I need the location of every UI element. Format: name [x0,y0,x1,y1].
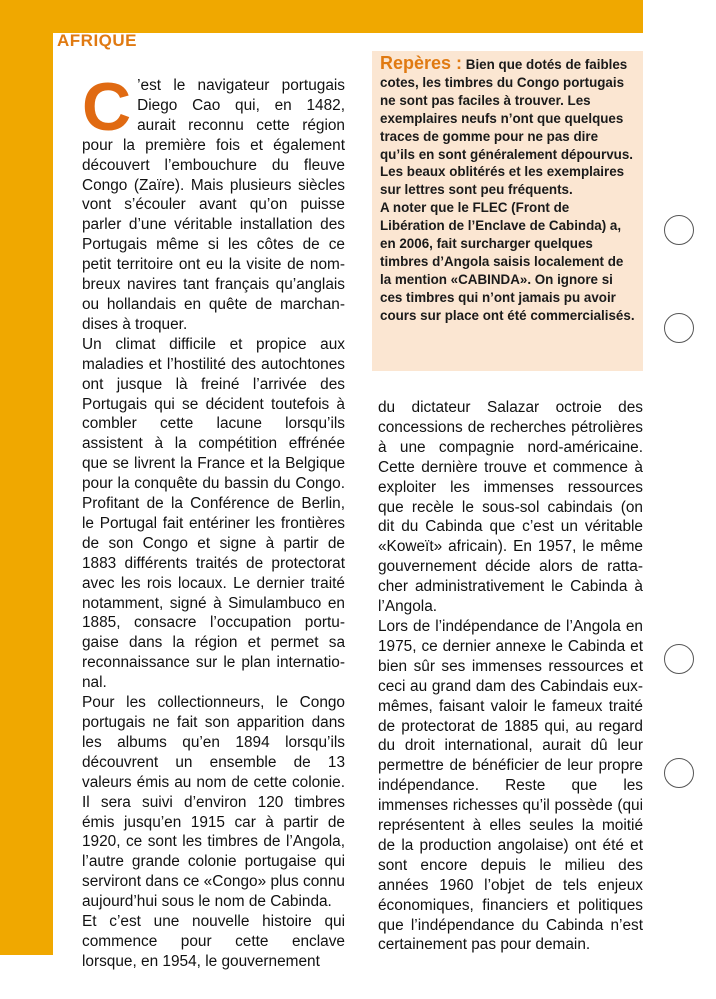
article-paragraph-1-text: ’est le navigateur portugais Diego Cao qui, en 1482, aurait reconnu cette région pour la première fois et également découvert l’embouchure du fleuve Congo (Zaïre). Mais plusieurs siècles vont s’écouler avant qu’on puisse parler d’une véritable installation des Portugais même si les côtes de ce petit territoire ont eu la visite de nombreux navires tant français qu’anglais ou hollandais en quête de marchandises à troquer. [82,77,345,333]
article-paragraph-3: Pour les collectionneurs, le Congo portugais ne fait son apparition dans les albums qu’en 1894 lorsqu’ils découvrent un ensemble de 13 valeurs émis au nom de cette colonie. Il sera suivi d’environ 120 timbres émis jusqu’en 1915 car à partir de 1920, ce sont les timbres de l’Angola, l’autre grande colonie portugaise qui serviront dans ce «Congo» plus connu aujourd’hui sous le nom de Cabinda. [82,694,345,911]
reperes-intro-text: Bien que dotés de faibles cotes, les timbres du Congo portugais ne sont pas faciles à trouver. Les exemplaires neufs n’ont que quelques traces de gomme pour ne pas dire qu’ils en sont généralement dépourvus. Les beaux oblitérés et les exemplaires sur lettres sont peu fréquents. [380,57,633,198]
section-label: AFRIQUE [57,31,137,50]
reperes-box [372,51,643,371]
binder-hole [664,215,694,245]
article-paragraph-4-start: Et c’est une nouvelle histoire qui commence pour cette enclave lorsque, en 1954, le gouvernement [82,913,345,970]
binder-hole [664,644,694,674]
article-paragraph-1 [82,69,345,335]
article-paragraph-5: Lors de l’indépendance de l’Angola en 1975, ce dernier annexe le Cabinda et bien sûr ses immenses ressources et ceci au grand dam des Cabindais eux-mêmes, faisant valoir le fameux traité de protectorat de 1885 qui, au regard du droit international, aurait dû leur permettre de bénéficier de leur propre indépendance. Reste que les immenses richesses qu’il possède (qui représentent à elles seules la moitié de la production angolaise) ont été et sont encore depuis le milieu des années 1960 l’objet de tels enjeux économiques, financiers et politiques que l’indépendance du Cabinda n’est certainement pas pour demain. [378,617,643,954]
binder-margin [643,0,716,999]
reperes-title: Repères : [380,53,463,73]
drop-cap: C [82,69,132,145]
reperes-intro [380,55,635,199]
article-paragraph-4-end: du dictateur Salazar octroie des concessions de recherches pétrolières à une compagnie nord-américaine. Cette dernière trouve et commence à exploiter les immenses ressources que recèle le sous-sol cabindais (on dit du Cabinda que c’est un véritable «Koweït» africain). En 1957, le même gouvernement décide alors de rattacher administrativement le Cabinda à l’Angola. [378,399,643,616]
binder-hole [664,758,694,788]
article-column-left [82,69,345,972]
binder-hole [664,313,694,343]
top-orange-band [0,0,643,33]
left-orange-band [0,0,53,955]
article-paragraph-2: Un climat difficile et propice aux maladies et l’hostilité des autochtones ont jusque là freiné l’arrivée des Portugais qui se décident toutefois à combler cette lacune lorsqu’ils assistent à la compétition effrénée que se livrent la France et la Belgique pour la conquête du bassin du Congo. Profitant de la Conférence de Berlin, le Portugal fait entériner les frontières de son Congo et signe à partir de 1883 différents traités de protectorat avec les rois locaux. Le dernier traité notamment, signé à Simulambuco en 1885, consacre l’occupation portugaise dans la région et permet sa reconnaissance sur le plan international. [82,335,345,692]
article-column-right [378,398,643,955]
reperes-note: A noter que le FLEC (Front de Libération de l’Enclave de Cabinda) a, en 2006, fait surcharger quelques timbres d’Angola saisis localement de la mention «CABINDA». On ignore si ces timbres qui n’ont jamais pu avoir cours sur place ont été commercialisés. [380,200,635,323]
